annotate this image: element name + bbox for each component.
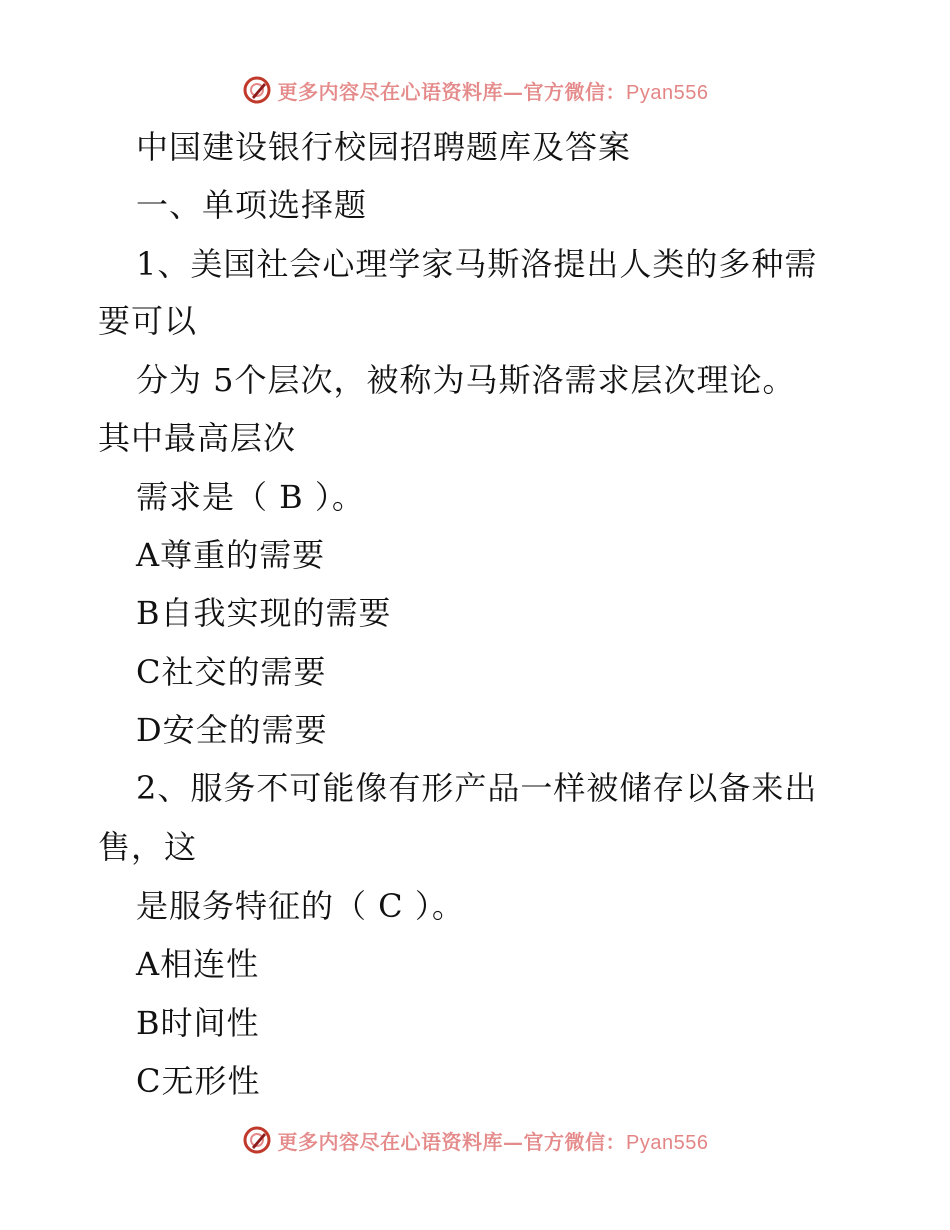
question-1-option: D安全的需要 <box>136 711 328 749</box>
question-1-line: 需求是（ B ）。 <box>136 478 365 516</box>
question-1-line: 1、美国社会心理学家马斯洛提出人类的多种需 <box>136 245 818 283</box>
question-2-line: 是服务特征的（ C ）。 <box>136 887 465 925</box>
question-2-line: 售，这 <box>98 828 198 866</box>
question-2-line: 2、服务不可能像有形产品一样被储存以备来出 <box>136 769 818 807</box>
question-2-option: C无形性 <box>136 1062 261 1100</box>
question-1-option: C社交的需要 <box>136 653 327 691</box>
header-watermark <box>0 70 950 110</box>
watermark-wechat-id: Pyan556 <box>626 1131 709 1154</box>
question-1-line: 分为 5个层次，被称为马斯洛需求层次理论。 <box>136 361 796 399</box>
watermark-text: 更多内容尽在心语资料库—官方微信：Pyan556 <box>277 79 709 104</box>
section-heading: 一、单项选择题 <box>136 186 368 224</box>
watermark-text: 更多内容尽在心语资料库—官方微信：Pyan556 <box>277 1129 709 1154</box>
question-2-option: B时间性 <box>136 1004 260 1042</box>
question-1-option: A尊重的需要 <box>136 536 326 574</box>
footer-watermark <box>0 1120 950 1160</box>
pen-logo-icon <box>242 75 272 105</box>
pen-logo-icon <box>242 1125 272 1155</box>
question-1-line: 要可以 <box>98 302 198 340</box>
question-1-line: 其中最高层次 <box>98 419 297 457</box>
document-title: 中国建设银行校园招聘题库及答案 <box>136 128 632 166</box>
question-1-option: B自我实现的需要 <box>136 594 392 632</box>
watermark-wechat-id: Pyan556 <box>626 81 709 104</box>
question-2-option: A相连性 <box>136 945 260 983</box>
